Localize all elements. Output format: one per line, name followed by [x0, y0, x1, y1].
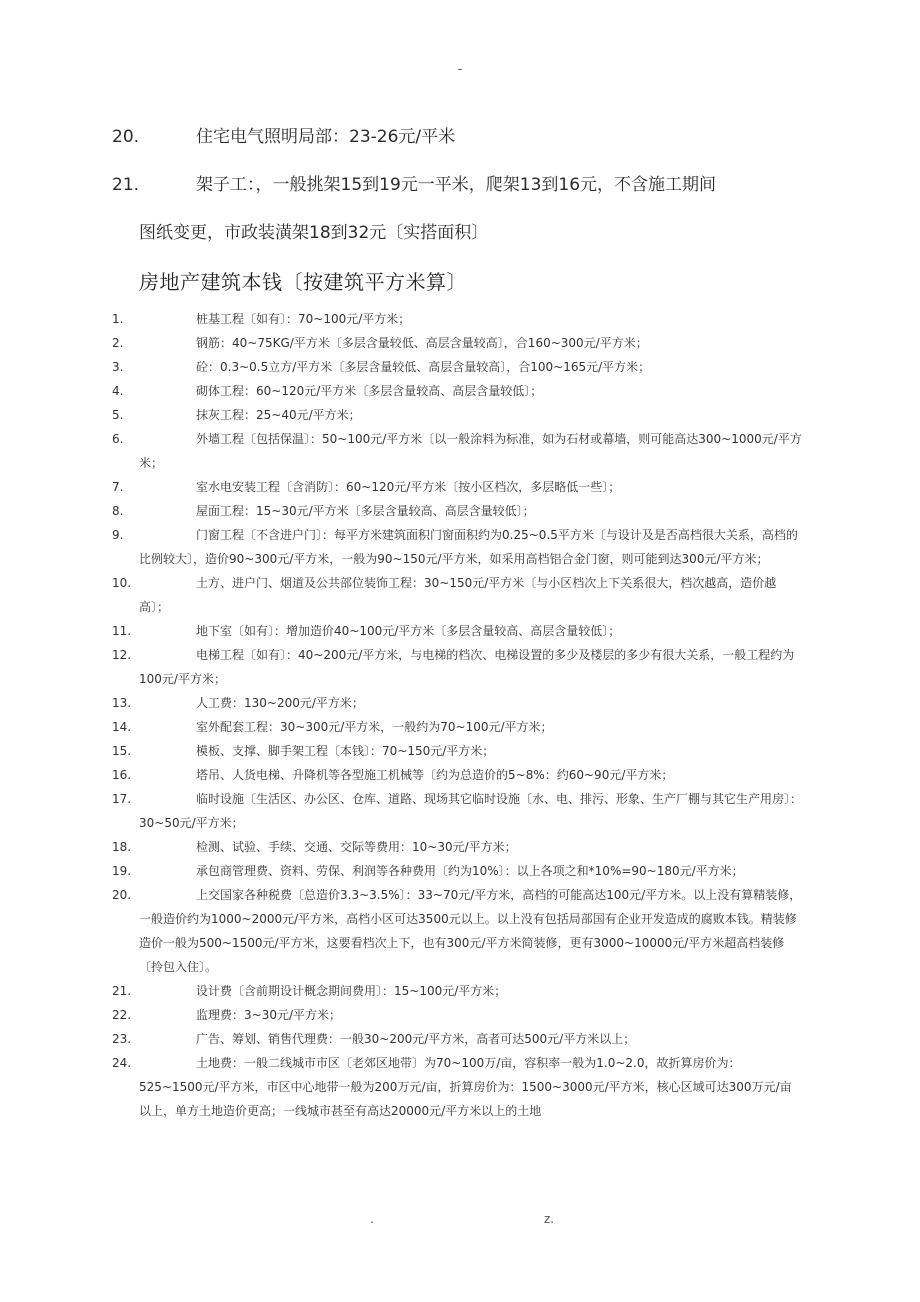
list-item-text: 塔吊、人货电梯、升降机等各型施工机械等〔约为总造价的5~8%：约60~90元/平方米；	[196, 768, 674, 782]
list-item-number: 23.	[112, 1032, 132, 1046]
list-item-text: 室水电安装工程〔含消防〕：60~120元/平方米〔按小区档次，多层略低一些〕；	[196, 480, 621, 494]
list-item-text: 临时设施〔生活区、办公区、仓库、道路、现场其它临时设施〔水、电、排污、形象、生产厂棚与其它生产用房〕：30~50元/平方米；	[139, 792, 803, 830]
list-item	[112, 643, 802, 691]
list-item	[112, 379, 802, 403]
list-item-text: 人工费：130~200元/平方米；	[196, 696, 364, 710]
list-item-number: 13.	[112, 696, 132, 710]
list-item-number: 5.	[112, 408, 124, 422]
list-item-number: 20.	[112, 888, 132, 902]
list-item-text: 土方、进户门、烟道及公共部位装饰工程：30~150元/平方米〔与小区档次上下关系很大，档次越高，造价越高〕；	[139, 576, 777, 614]
list-item-text: 监理费：3~30元/平方米；	[196, 1008, 342, 1022]
list-item	[112, 523, 802, 571]
list-item-number: 18.	[112, 840, 132, 854]
list-item-number: 14.	[112, 720, 132, 734]
top-item-21	[112, 173, 802, 197]
list-item-number: 1.	[112, 312, 124, 326]
footer-left-mark: .	[370, 1212, 374, 1226]
list-item-number: 11.	[112, 624, 132, 638]
list-item-number: 8.	[112, 504, 124, 518]
list-item-number: 15.	[112, 744, 132, 758]
list-item-text: 砌体工程：60~120元/平方米〔多层含量较高、高层含量较低〕；	[196, 384, 543, 398]
list-item-number: 7.	[112, 480, 124, 494]
list-item	[112, 1051, 802, 1123]
cost-item-list	[112, 307, 802, 1123]
list-item	[112, 835, 802, 859]
list-item	[112, 307, 802, 331]
list-item	[112, 499, 802, 523]
list-item-number: 9.	[112, 528, 124, 542]
list-item	[112, 979, 802, 1003]
item-number: 20.	[112, 127, 140, 147]
list-item-text: 室外配套工程：30~300元/平方米，一般约为70~100元/平方米；	[196, 720, 553, 734]
list-item	[112, 1027, 802, 1051]
list-item-text: 钢筋：40~75KG/平方米〔多层含量较低、高层含量较高〕，合160~300元/平方米；	[196, 336, 648, 350]
list-item-number: 10.	[112, 576, 132, 590]
list-item-number: 16.	[112, 768, 132, 782]
page-header-mark: -	[457, 62, 463, 77]
list-item-number: 22.	[112, 1008, 132, 1022]
list-item	[112, 763, 802, 787]
list-item-text: 设计费〔含前期设计概念期间费用〕：15~100元/平方米；	[196, 984, 507, 998]
list-item-number: 3.	[112, 360, 124, 374]
list-item	[112, 475, 802, 499]
list-item	[112, 355, 802, 379]
list-item-number: 21.	[112, 984, 132, 998]
list-item	[112, 715, 802, 739]
item-text: 架子工：，一般挑架15到19元一平米，爬架13到16元，不含施工期间	[196, 175, 717, 195]
list-item-text: 承包商管理费、资料、劳保、利润等各种费用〔约为10%〕：以上各项之和*10%=90~180元/平方米；	[196, 864, 744, 878]
list-item-number: 12.	[112, 648, 132, 662]
list-item	[112, 619, 802, 643]
list-item-text: 外墙工程〔包括保温〕：50~100元/平方米〔以一般涂料为标准，如为石材或幕墙，则可能高达300~1000元/平方米；	[139, 432, 802, 470]
list-item	[112, 859, 802, 883]
section-title: 房地产建筑本钱〔按建筑平方米算〕	[139, 270, 467, 294]
footer-right-mark: z.	[544, 1212, 555, 1226]
list-item-text: 土地费：一般二线城市市区〔老郊区地带〕为70~100万/亩，容积率一般为1.0~2.0，故折算房价为：525~1500元/平方米，市区中心地带一般为200万元/亩，折算房价为：1500~3000元/平方米，核心区域可达300万元/亩以上，单方土地造价更高；一线城市甚至有高达20000元/平方米以上的土地	[139, 1056, 792, 1118]
top-item-20	[112, 125, 802, 149]
item-number: 21.	[112, 175, 140, 195]
top-item-21-continuation: 图纸变更，市政装潢架18到32元〔实搭面积〕	[139, 223, 489, 243]
list-item-text: 屋面工程：15~30元/平方米〔多层含量较高、高层含量较低〕；	[196, 504, 535, 518]
list-item-text: 门窗工程〔不含进户门〕：每平方米建筑面积门窗面积约为0.25~0.5平方米〔与设计及是否高档很大关系，高档的比例较大〕，造价90~300元/平方米，一般为90~150元/平方米，如采用高档铝合金门窗，则可能到达300元/平方米；	[139, 528, 798, 566]
item-text: 住宅电气照明局部：23-26元/平米	[196, 127, 456, 147]
list-item-number: 19.	[112, 864, 132, 878]
list-item-text: 电梯工程〔如有〕：40~200元/平方米，与电梯的档次、电梯设置的多少及楼层的多少有很大关系，一般工程约为100元/平方米；	[139, 648, 795, 686]
list-item-text: 模板、支撑、脚手架工程〔本钱〕：70~150元/平方米；	[196, 744, 495, 758]
list-item	[112, 331, 802, 355]
list-item	[112, 403, 802, 427]
list-item-text: 桩基工程〔如有〕：70~100元/平方米；	[196, 312, 411, 326]
list-item-number: 2.	[112, 336, 124, 350]
list-item-number: 6.	[112, 432, 124, 446]
list-item-number: 24.	[112, 1056, 132, 1070]
list-item-text: 地下室〔如有〕：增加造价40~100元/平方米〔多层含量较高、高层含量较低〕；	[196, 624, 621, 638]
list-item-text: 检测、试验、手续、交通、交际等费用：10~30元/平方米；	[196, 840, 517, 854]
list-item	[112, 739, 802, 763]
list-item	[112, 691, 802, 715]
list-item	[112, 1003, 802, 1027]
list-item-text: 广告、筹划、销售代理费：一般30~200元/平方米，高者可达500元/平方米以上；	[196, 1032, 636, 1046]
list-item	[112, 571, 802, 619]
list-item-text: 抹灰工程：25~40元/平方米；	[196, 408, 361, 422]
list-item-number: 4.	[112, 384, 124, 398]
list-item-number: 17.	[112, 792, 132, 806]
list-item	[112, 787, 802, 835]
list-item-text: 上交国家各种税费〔总造价3.3~3.5%〕：33~70元/平方米，高档的可能高达100元/平方米。以上没有算精装修，一般造价约为1000~2000元/平方米，高档小区可达3500元以上。以上没有包括局部国有企业开发造成的腐败本钱。精装修造价一般为500~1500元/平方米，这要看档次上下，也有300元/平方米简装修，更有3000~10000元/平方米超高档装修〔拎包入住〕。	[139, 888, 802, 974]
list-item	[112, 427, 802, 475]
list-item-text: 砼：0.3~0.5立方/平方米〔多层含量较低、高层含量较高〕，合100~165元/平方米；	[196, 360, 651, 374]
list-item	[112, 883, 802, 979]
